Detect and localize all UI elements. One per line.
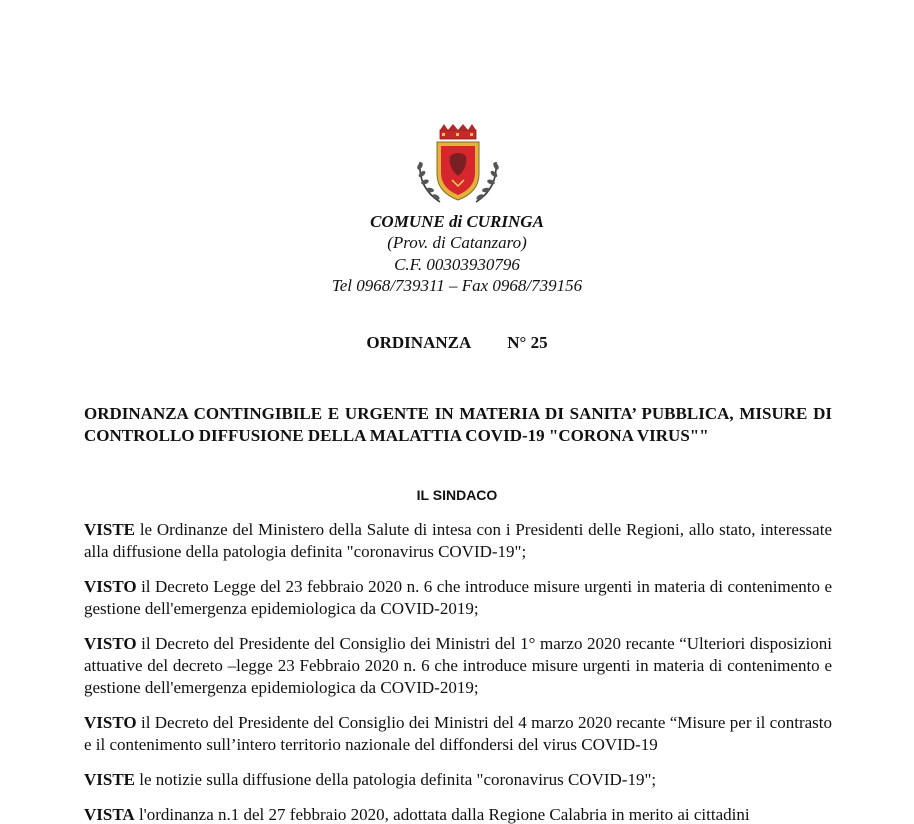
paragraph [84, 633, 832, 699]
ordinanza-title: ORDINANZA CONTINGIBILE E URGENTE IN MATERIA DI SANITA’ PUBBLICA, MISURE DI CONTROLLO DIFFUSIONE DELLA MALATTIA COVID-19 "CORONA VIRUS"" [84, 404, 832, 445]
paragraph-keyword: VISTO [84, 634, 137, 653]
paragraph-keyword: VISTO [84, 713, 137, 732]
ordinanza-heading [0, 333, 914, 353]
contatti: Tel 0968/739311 – Fax 0968/739156 [331, 276, 583, 295]
paragraph-keyword: VISTO [84, 577, 137, 596]
municipal-crest-icon [410, 122, 506, 208]
paragraph-text: il Decreto Legge del 23 febbraio 2020 n. 6 che introduce misure urgenti in materia di contenimento e gestione dell'emergenza epidemiologica da COVID-2019; [84, 577, 832, 618]
provincia: (Prov. di Catanzaro) [387, 233, 527, 252]
document-body [84, 519, 832, 824]
comune-name: COMUNE di CURINGA [370, 212, 544, 231]
sindaco-heading: IL SINDACO [416, 487, 498, 503]
paragraph-text: il Decreto del Presidente del Consiglio dei Ministri del 1° marzo 2020 recante “Ulteriori disposizioni attuative del decreto –legge 23 Febbraio 2020 n. 6 che introduce misure urgenti in materia di contenimento e gestione dell'emergenza epidemiologica da COVID-2019; [84, 634, 832, 697]
paragraph-keyword: VISTE [84, 520, 136, 539]
ordinanza-number: N° 25 [507, 333, 548, 352]
paragraph-text: il Decreto del Presidente del Consiglio dei Ministri del 4 marzo 2020 recante “Misure per il contrasto e il contenimento sull’intero territorio nazionale del diffondersi del virus COVID-19 [84, 713, 832, 754]
paragraph-text: l'ordinanza n.1 del 27 febbraio 2020, adottata dalla Regione Calabria in merito ai cittadini [134, 805, 750, 824]
paragraph [84, 576, 832, 620]
ordinanza-label: ORDINANZA [366, 333, 472, 352]
codice-fiscale: C.F. 00303930796 [394, 255, 520, 274]
paragraph [84, 769, 832, 791]
paragraph [84, 804, 832, 824]
paragraph-keyword: VISTE [84, 770, 136, 789]
paragraph [84, 519, 832, 563]
paragraph-keyword: VISTA [84, 805, 135, 824]
paragraph [84, 712, 832, 756]
paragraph-text: le notizie sulla diffusione della patologia definita "coronavirus COVID-19"; [135, 770, 657, 789]
crown-icon [440, 124, 476, 139]
paragraph-text: le Ordinanze del Ministero della Salute di intesa con i Presidenti delle Regioni, allo stato, interessate alla diffusione della patologia definita "coronavirus COVID-19"; [84, 520, 832, 561]
